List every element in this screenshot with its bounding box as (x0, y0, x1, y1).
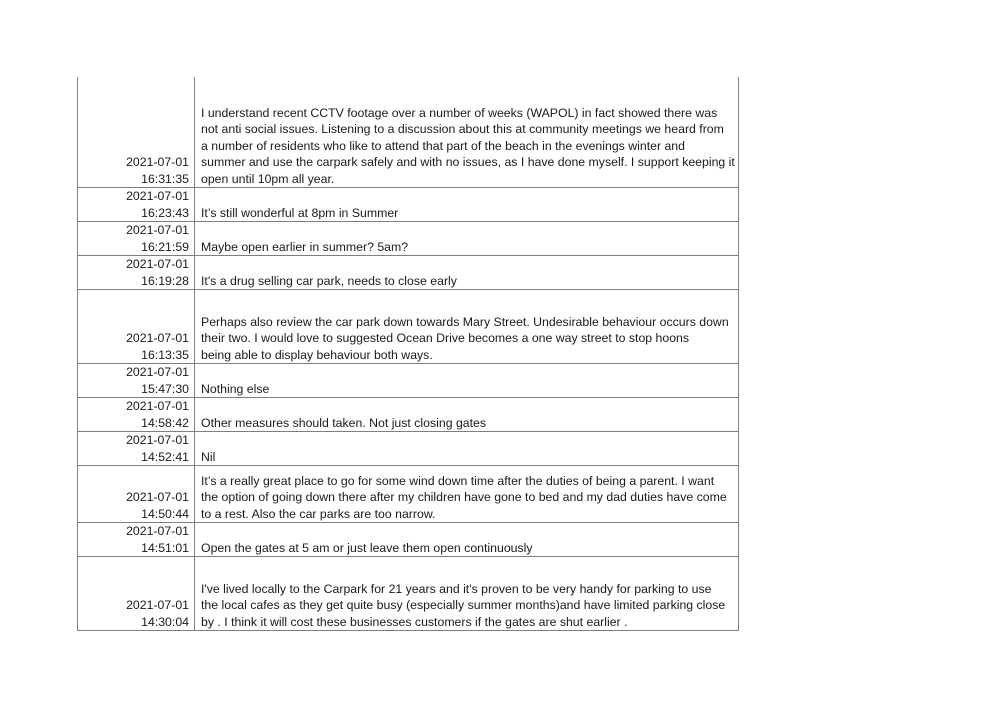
responses-table (77, 77, 739, 631)
table-row (78, 256, 739, 290)
submission-time: 16:31:35 (141, 171, 189, 186)
submission-time: 16:13:35 (141, 347, 189, 362)
response-line: It’s a really great place to go for some wind down time after the duties of being a parent. I want (201, 473, 715, 488)
submission-time: 14:58:42 (141, 415, 189, 430)
response-line: It's a drug selling car park, needs to close early (201, 273, 457, 288)
response-line: Perhaps also review the car park down towards Mary Street. Undesirable behaviour occurs down (201, 314, 729, 329)
table-row (78, 523, 739, 557)
submission-date: 2021-07-01 (126, 490, 189, 505)
response-line: Other measures should taken. Not just closing gates (201, 415, 487, 430)
table-row (78, 398, 739, 432)
submission-date: 2021-07-01 (126, 331, 189, 346)
response-text (195, 398, 739, 432)
submission-date: 2021-07-01 (126, 223, 189, 238)
submission-time: 15:47:30 (141, 381, 189, 396)
submission-time: 14:52:41 (141, 449, 189, 464)
response-line: I understand recent CCTV footage over a number of weeks (WAPOL) in fact showed there was (201, 105, 718, 120)
submission-time: 16:19:28 (141, 273, 189, 288)
response-text (195, 364, 739, 398)
response-line: Open the gates at 5 am or just leave them open continuously (201, 540, 533, 555)
response-text (195, 256, 739, 290)
submission-timestamp (78, 523, 195, 557)
submission-time: 16:23:43 (141, 205, 189, 220)
response-line: Nil (201, 449, 216, 464)
response-line: It’s still wonderful at 8pm in Summer (201, 205, 399, 220)
submission-timestamp (78, 222, 195, 256)
response-line: their two. I would love to suggested Ocean Drive becomes a one way street to stop hoons (201, 331, 690, 346)
submission-timestamp (78, 557, 195, 631)
response-line: being able to display behaviour both ways. (201, 347, 433, 362)
submission-date: 2021-07-01 (126, 257, 189, 272)
response-text (195, 523, 739, 557)
response-sheet (77, 77, 738, 631)
submission-timestamp (78, 398, 195, 432)
response-line: summer and use the carpark safely and with no issues, as I have done myself. I support keeping it (201, 155, 735, 170)
submission-date: 2021-07-01 (126, 598, 189, 613)
response-line: not anti social issues. Listening to a discussion about this at community meetings we heard from (201, 122, 724, 137)
response-line: a number of residents who like to attend that part of the beach in the evenings winter and (201, 138, 685, 153)
response-line: Maybe open earlier in summer? 5am? (201, 239, 409, 254)
table-row (78, 557, 739, 631)
submission-time: 14:30:04 (141, 614, 189, 629)
response-text (195, 432, 739, 466)
submission-date: 2021-07-01 (126, 365, 189, 380)
submission-timestamp (78, 432, 195, 466)
response-line: Nothing else (201, 381, 270, 396)
submission-timestamp (78, 290, 195, 364)
response-line: to a rest. Also the car parks are too narrow. (201, 506, 436, 521)
response-line: by . I think it will cost these businesses customers if the gates are shut earlier . (201, 614, 628, 629)
submission-time: 14:51:01 (141, 540, 189, 555)
submission-date: 2021-07-01 (126, 155, 189, 170)
table-row (78, 222, 739, 256)
response-text (195, 290, 739, 364)
submission-timestamp (78, 77, 195, 188)
submission-date: 2021-07-01 (126, 399, 189, 414)
response-text (195, 557, 739, 631)
response-text (195, 77, 739, 188)
table-row (78, 432, 739, 466)
response-line: open until 10pm all year. (201, 171, 335, 186)
table-row (78, 77, 739, 188)
submission-timestamp (78, 188, 195, 222)
submission-timestamp (78, 466, 195, 523)
response-text (195, 222, 739, 256)
response-line: the local cafes as they get quite busy (especially summer months)and have limited parking close (201, 598, 726, 613)
submission-date: 2021-07-01 (126, 189, 189, 204)
response-line: I've lived locally to the Carpark for 21 years and it's proven to be very handy for parking to use (201, 581, 712, 596)
table-row (78, 364, 739, 398)
response-text (195, 466, 739, 523)
table-row (78, 466, 739, 523)
submission-time: 16:21:59 (141, 239, 189, 254)
response-line: the option of going down there after my children have gone to bed and my dad duties have come (201, 490, 727, 505)
submission-timestamp (78, 256, 195, 290)
submission-timestamp (78, 364, 195, 398)
response-text (195, 188, 739, 222)
submission-date: 2021-07-01 (126, 433, 189, 448)
table-row (78, 290, 739, 364)
submission-time: 14:50:44 (141, 506, 189, 521)
submission-date: 2021-07-01 (126, 524, 189, 539)
table-row (78, 188, 739, 222)
